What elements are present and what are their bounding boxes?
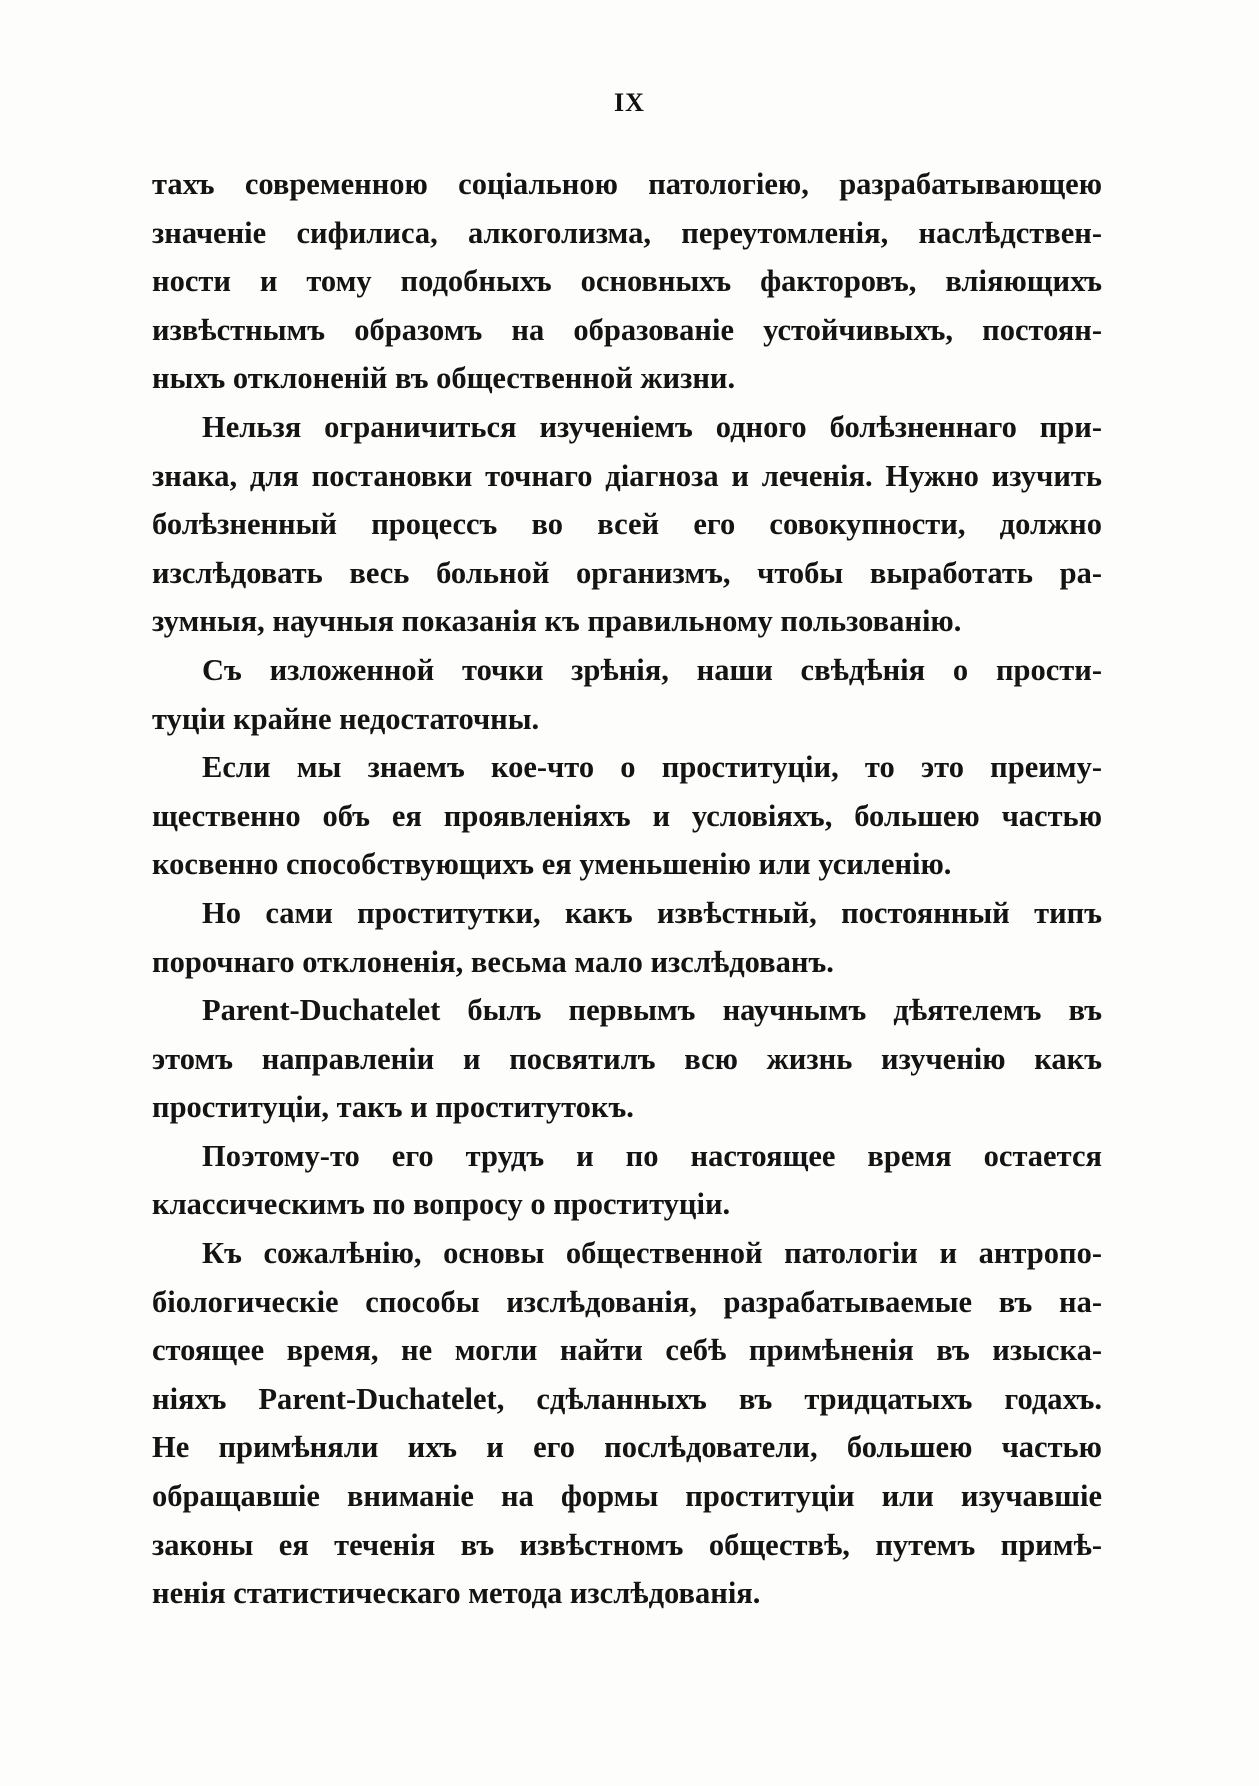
text-line: болѣзненный процессъ во всей его совокупности, должно: [152, 507, 1102, 542]
text-line: тахъ современною соціальною патологіею, разрабатывающею: [152, 167, 1102, 201]
text-line: обращавшіе вниманіе на формы проституціи или изучавшіе: [152, 1479, 1102, 1514]
text-line: ныхъ отклоненій въ общественной жизни.: [152, 361, 736, 396]
paragraph: [152, 403, 1102, 646]
text-line: Но сами проститутки, какъ извѣстный, постоянный типъ: [202, 895, 1102, 930]
paragraph: [152, 160, 1102, 403]
text-line: Нельзя ограничиться изученіемъ одного болѣзненнаго при-: [202, 409, 1102, 444]
paragraph: [152, 743, 1102, 889]
page-number: IX: [614, 88, 645, 117]
text-line: зумныя, научныя показанія къ правильному пользованію.: [152, 604, 962, 639]
body-text: [152, 160, 1102, 1618]
text-line: косвенно способствующихъ ея уменьшенію или усиленію.: [152, 847, 952, 882]
paragraph: [152, 1132, 1102, 1229]
text-line: Parent-Duchatelet былъ первымъ научнымъ дѣятелемъ въ: [202, 993, 1102, 1028]
text-line: изслѣдовать весь больной организмъ, чтобы выработать ра-: [152, 555, 1102, 590]
paragraph: [152, 646, 1102, 743]
text-line: ности и тому подобныхъ основныхъ факторовъ, вліяющихъ: [152, 264, 1102, 299]
text-line: ненія статистическаго метода изслѣдованія.: [152, 1576, 761, 1611]
paragraph: [152, 986, 1102, 1132]
text-line: стоящее время, не могли найти себѣ примѣненія въ изыска-: [152, 1333, 1102, 1368]
text-line: проституціи, такъ и проститутокъ.: [152, 1090, 634, 1125]
text-line: значеніе сифилиса, алкоголизма, переутомленія, наслѣдствен-: [152, 215, 1102, 250]
text-line: Если мы знаемъ кое-что о проституціи, то это преиму-: [202, 750, 1102, 785]
text-line: законы ея теченія въ извѣстномъ обществѣ, путемъ примѣ-: [152, 1527, 1102, 1562]
text-line: порочнаго отклоненія, весьма мало изслѣдованъ.: [152, 944, 834, 979]
text-line: этомъ направленіи и посвятилъ всю жизнь изученію какъ: [152, 1041, 1102, 1076]
paragraph: [152, 889, 1102, 986]
text-line: ніяхъ Parent-Duchatelet, сдѣланныхъ въ тридцатыхъ годахъ.: [152, 1381, 1102, 1416]
text-line: щественно объ ея проявленіяхъ и условіяхъ, большею частью: [152, 798, 1102, 833]
text-line: Съ изложенной точки зрѣнія, наши свѣдѣнія о прости-: [202, 652, 1102, 687]
paragraph: [152, 1229, 1102, 1618]
text-line: извѣстнымъ образомъ на образованіе устойчивыхъ, постоян-: [152, 312, 1102, 347]
text-line: біологическіе способы изслѣдованія, разрабатываемые въ на-: [152, 1284, 1102, 1319]
text-line: знака, для постановки точнаго діагноза и леченія. Нужно изучить: [152, 458, 1102, 493]
text-line: Къ сожалѣнію, основы общественной патологіи и антропо-: [202, 1236, 1102, 1271]
text-line: Не примѣняли ихъ и его послѣдователи, большею частью: [152, 1430, 1102, 1465]
text-line: туціи крайне недостаточны.: [152, 701, 540, 736]
text-line: Поэтому-то его трудъ и по настоящее время остается: [202, 1138, 1102, 1173]
text-line: классическимъ по вопросу о проституціи.: [152, 1187, 731, 1222]
